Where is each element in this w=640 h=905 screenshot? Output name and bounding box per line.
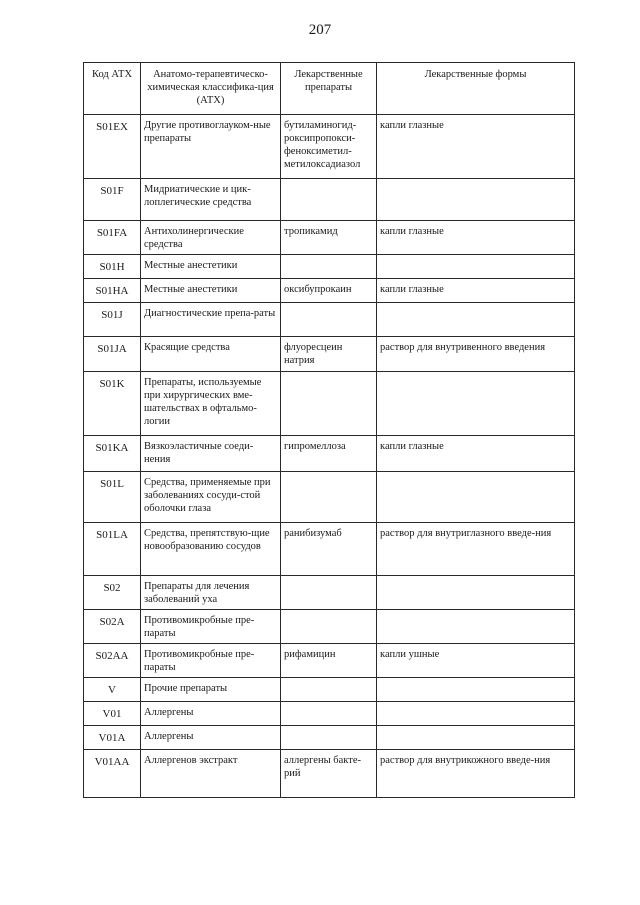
atx-code-cell: S01F	[84, 179, 141, 221]
header-drug: Лекарственные препараты	[281, 63, 377, 115]
dosage-form-cell	[377, 472, 575, 523]
table-row	[84, 610, 575, 644]
table-row	[84, 750, 575, 798]
atx-code-cell: S01J	[84, 303, 141, 337]
table-row	[84, 179, 575, 221]
drug-cell: ранибизумаб	[281, 523, 377, 576]
table-row	[84, 678, 575, 702]
drug-cell: бутиламиногид-роксипропокси-феноксиметил-метилоксадиазол	[281, 115, 377, 179]
header-classification: Анатомо-терапевтическо-химическая классифика-ция (АТХ)	[141, 63, 281, 115]
table-row	[84, 255, 575, 279]
drug-cell	[281, 726, 377, 750]
atx-code-cell: S01LA	[84, 523, 141, 576]
drug-cell: гипромеллоза	[281, 436, 377, 472]
drug-cell	[281, 702, 377, 726]
drug-cell: аллергены бакте-рий	[281, 750, 377, 798]
dosage-form-cell: капли глазные	[377, 279, 575, 303]
atx-code-cell: S01H	[84, 255, 141, 279]
atx-code-cell: S02A	[84, 610, 141, 644]
classification-cell: Препараты для лечения заболеваний уха	[141, 576, 281, 610]
dosage-form-cell	[377, 576, 575, 610]
drug-cell	[281, 303, 377, 337]
classification-cell: Прочие препараты	[141, 678, 281, 702]
table-row	[84, 337, 575, 372]
drug-cell: оксибупрокаин	[281, 279, 377, 303]
table-row	[84, 523, 575, 576]
dosage-form-cell	[377, 372, 575, 436]
classification-cell: Противомикробные пре-параты	[141, 610, 281, 644]
atx-code-cell: V01AA	[84, 750, 141, 798]
table-row	[84, 644, 575, 678]
dosage-form-cell: раствор для внутриглазного введе-ния	[377, 523, 575, 576]
atx-code-cell: V	[84, 678, 141, 702]
table-row	[84, 221, 575, 255]
classification-cell: Местные анестетики	[141, 279, 281, 303]
table-header-row	[84, 63, 575, 115]
classification-cell: Диагностические препа-раты	[141, 303, 281, 337]
atx-code-cell: S01HA	[84, 279, 141, 303]
header-code: Код АТХ	[84, 63, 141, 115]
dosage-form-cell: раствор для внутривенного введения	[377, 337, 575, 372]
classification-cell: Другие противоглауком-ные препараты	[141, 115, 281, 179]
atx-code-cell: S02AA	[84, 644, 141, 678]
drug-cell	[281, 576, 377, 610]
table-row	[84, 303, 575, 337]
header-form: Лекарственные формы	[377, 63, 575, 115]
classification-cell: Противомикробные пре-параты	[141, 644, 281, 678]
table-row	[84, 115, 575, 179]
atx-code-cell: V01	[84, 702, 141, 726]
atx-code-cell: S01JA	[84, 337, 141, 372]
classification-cell: Аллергены	[141, 702, 281, 726]
drug-cell	[281, 372, 377, 436]
dosage-form-cell	[377, 179, 575, 221]
table-row	[84, 702, 575, 726]
drug-cell: рифамицин	[281, 644, 377, 678]
atx-table	[83, 62, 575, 798]
classification-cell: Вязкоэластичные соеди-нения	[141, 436, 281, 472]
atx-code-cell: S01L	[84, 472, 141, 523]
drug-cell	[281, 610, 377, 644]
drug-cell	[281, 255, 377, 279]
atx-code-cell: S01EX	[84, 115, 141, 179]
dosage-form-cell	[377, 678, 575, 702]
dosage-form-cell: капли ушные	[377, 644, 575, 678]
drug-cell: флуоресцеин натрия	[281, 337, 377, 372]
dosage-form-cell	[377, 610, 575, 644]
table-row	[84, 436, 575, 472]
drug-cell	[281, 472, 377, 523]
classification-cell: Антихолинергические средства	[141, 221, 281, 255]
atx-code-cell: S01FA	[84, 221, 141, 255]
classification-cell: Мидриатические и цик-лоплегические средства	[141, 179, 281, 221]
atx-code-cell: S01K	[84, 372, 141, 436]
classification-cell: Препараты, используемые при хирургических вме-шательствах в офтальмо-логии	[141, 372, 281, 436]
drug-cell	[281, 179, 377, 221]
dosage-form-cell: капли глазные	[377, 436, 575, 472]
table-row	[84, 372, 575, 436]
drug-cell: тропикамид	[281, 221, 377, 255]
atx-code-cell: S02	[84, 576, 141, 610]
dosage-form-cell: капли глазные	[377, 115, 575, 179]
classification-cell: Аллергенов экстракт	[141, 750, 281, 798]
classification-cell: Аллергены	[141, 726, 281, 750]
atx-code-cell: S01KA	[84, 436, 141, 472]
dosage-form-cell	[377, 255, 575, 279]
dosage-form-cell: раствор для внутрикожного введе-ния	[377, 750, 575, 798]
dosage-form-cell	[377, 303, 575, 337]
classification-cell: Средства, применяемые при заболеваниях сосуди-стой оболочки глаза	[141, 472, 281, 523]
dosage-form-cell: капли глазные	[377, 221, 575, 255]
table-row	[84, 472, 575, 523]
dosage-form-cell	[377, 726, 575, 750]
atx-code-cell: V01A	[84, 726, 141, 750]
table-row	[84, 279, 575, 303]
drug-cell	[281, 678, 377, 702]
dosage-form-cell	[377, 702, 575, 726]
classification-cell: Местные анестетики	[141, 255, 281, 279]
classification-cell: Средства, препятствую-щие новообразованию сосудов	[141, 523, 281, 576]
table-body	[84, 115, 575, 798]
page-number: 207	[308, 22, 332, 38]
classification-cell: Красящие средства	[141, 337, 281, 372]
table-row	[84, 726, 575, 750]
table-row	[84, 576, 575, 610]
